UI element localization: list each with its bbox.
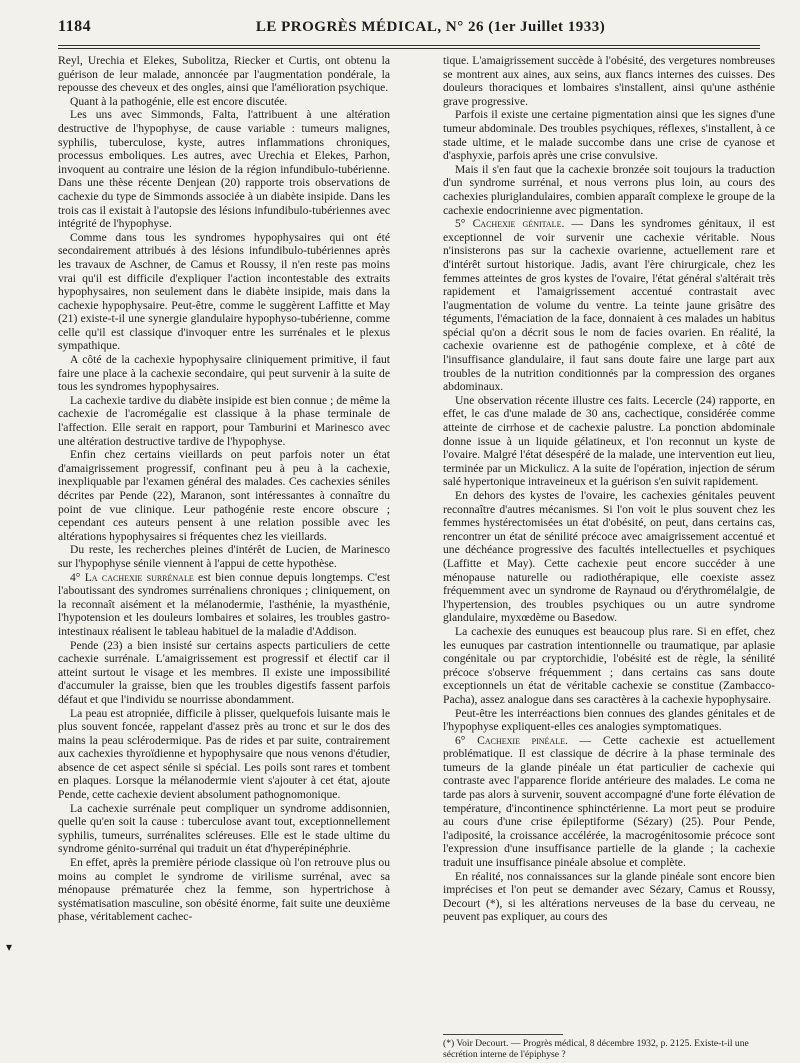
paragraph [443,54,775,108]
paragraph-text: La cachexie surrénale peut compliquer un syndrome addisonnien, quelle qu'en soit la cause : tuberculose avant tout, exceptionnellement syphilis, tumeurs, surrénalites scléreuses. Elle est le stade ultime du syndrome génito-surrénal qui traduit un état d'hyperépinéphrie. [58,801,390,856]
right-column [443,54,775,924]
footnote-rule [443,1034,563,1035]
section-heading: 4° La cachexie surrénale [70,570,194,584]
journal-title: LE PROGRÈS MÉDICAL, N° 26 (1er Juillet 1933) [255,19,606,35]
header-rule [58,45,760,46]
paragraph-text: Quant à la pathogénie, elle est encore discutée. [70,94,288,108]
paragraph [443,707,775,734]
paragraph [443,870,775,924]
paragraph-text: Enfin chez certains vieillards on peut parfois noter un état d'amaigrissement progressif, confinant peu à peu à la cachexie, inexpliquable par l'examen général des malades. Ces cachexies séniles décrites par Pende (22), Maranon, sont intéressantes à connaître du point de vue clinique. Leur pathogénie reste encore obscure ; cependant ces auteurs pensent à une relation possible avec les altérations hypophysaires si fréquentes chez les vieillards. [58,448,390,543]
paragraph [58,639,390,707]
paragraph-text: A côté de la cachexie hypophysaire cliniquement primitive, il faut faire une place à la cachexie secondaire, qui peut survenir à la suite de tous les syndromes hypophysaires. [58,353,390,394]
paragraph [443,163,775,217]
paragraph [58,448,390,543]
paragraph [58,394,390,448]
paragraph-text: Comme dans tous les syndromes hypophysaires qui ont été secondairement attribués à des lésions infundibulo-tubériennes après les travaux de Aschner, de Camus et Roussy, il n'en reste pas moins vrai qu'il est difficile d'expliquer l'action incontestable des extraits hypophysaires, non seulement dans le diabète insipide, mais dans la cachexie hypophysaire. Peut-être, comme le suggèrent Laffitte et May (21) existe-t-il une synergie glandulaire hypophyso-tubérienne, comme celle qu'il est classique d'invoquer entre les surrénales et le plexus sympathique. [58,230,390,353]
paragraph-text: En réalité, nos connaissances sur la glande pinéale sont encore bien imprécises et l'on peut se demander avec Sézary, Camus et Roussy, Decourt (*), si les altérations nerveuses de la base du cerveau, ne peuvent pas expliquer, au cours des [443,869,775,924]
paragraph [443,108,775,162]
paragraph-text: Reyl, Urechia et Elekes, Subolitza, Riecker et Curtis, ont obtenu la guérison de leur malade, annoncée par l'augmentation pondérale, la repousse des cheveux et des ongles, ainsi que l'amélioration psychique. [58,54,390,95]
paragraph-text: Les uns avec Simmonds, Falta, l'attribuent à une altération destructive de l'hypophyse, de cause variable : tumeurs malignes, syphilis, tuberculose, kyste, autres inflammations chroniques, processus emboliques. Les autres, avec Urechia et Elekes, Parhon, invoquent au contraire une lésion de la région infundibulo-tubérienne. Dans une thèse récente Denjean (20) rapporte trois observations de cachexie du type de Simmonds associée à un diabète insipide. Dans les trois cas il existait à l'autopsie des lésions infundibulo-tubériennes avec intégrité de l'hypophyse. [58,108,390,231]
left-column [58,54,390,1059]
header-rule-thin [58,48,760,49]
paragraph [443,625,775,707]
paragraph [58,571,390,639]
paragraph-text: Du reste, les recherches pleines d'intérêt de Lucien, de Marinesco sur l'hypophyse sénile viennent à l'appui de cette hypothèse. [58,543,390,570]
paragraph [443,394,775,489]
paragraph [58,543,390,570]
paragraph-text: est bien connue depuis longtemps. C'est l'aboutissant des syndromes surrénaliens chroniques ; cliniquement, on la reconnaît aisément et la mélanodermie, l'asthénie, la myasthénie, l'hypotension et les douleurs lombaires et solaires, les troubles gastro-intestinaux réalisent le tableau habituel de la maladie d'Addison. [58,570,390,638]
paragraph [443,217,775,394]
page-header [58,18,760,42]
paragraph [443,489,775,625]
paragraph-text: La peau est atropniée, difficile à plisser, quelquefois luisante mais le plus souvent foncée, rappelant d'assez près au tronc et sur le dos des mains la peau sclérodermique. Pas de rides et par suite, contrairement aux cachexies thyroïdienne et hypophysaire que nous venons d'étudier, absence de cet aspect sénile si spécial. Les poils sont rares et tombent en plaques. Lorsque la mélanodermie vient s'ajouter à cet état, ajoute Pende, cette cachexie devient absolument pathognomonique. [58,706,390,802]
footnote: (*) Voir Decourt. — Progrès médical, 8 décembre 1932, p. 2125. Existe-t-il une sécrétion interne de l'épiphyse ? [443,1038,749,1060]
paragraph [58,95,390,109]
paragraph-text: Une observation récente illustre ces faits. Lecercle (24) rapporte, en effet, le cas d'une malade de 30 ans, cachectique, considérée comme atteinte de cirrhose et de cachexie palustre. La ponction abdominale donne issue à un liquide gélatineux, et l'on reconnut un kyste de l'ovaire. Malgré l'état désespéré de la malade, une intervention eut lieu, terminée par un Mickulicz. A la suite de l'opération, injection de sérum salé hypertonique intraveineux et la guérison s'en suivit rapidement. [443,393,775,489]
paragraph [58,108,390,230]
paragraph-text: En effet, après la première période classique où l'on retrouve plus ou moins au complet le syndrome de virilisme surrénal, avec sa ménopause prématurée chez la femme, son hypertrichose à systématisation masculine, son obésité énorme, fait suite une deuxième phase, véritablement cachec- [58,856,390,924]
margin-mark: ▾ [6,940,13,954]
section-heading: 6° Cachexie pinéale. [455,733,568,747]
paragraph-text: Mais il s'en faut que la cachexie bronzée soit toujours la traduction d'un syndrome surrénal, et nous verrons plus loin, au cours des cachexies pluriglandulaires, combien apparaît complexe le groupe de la cachexie endocrinienne avec pigmentation. [443,162,775,217]
paragraph [58,353,390,394]
paragraph-text: — Dans les syndromes génitaux, il est exceptionnel de voir survenir une cachexie véritable. Nous n'insisterons pas sur la cachexie ovarienne, actuellement rare et d'intérêt surtout historique. Jadis, avant l'ère chirurgicale, chez les femmes atteintes de gros kystes de l'ovaire, l'état général s'altérait très rapidement et l'amaigrissement accentué contrastait avec l'augmentation de volume du ventre. La teinte jaune grisâtre des téguments, l'émaciation de la face, donnaient à ces malades un habitus spécial qu'on a décrit sous le nom de facies ovarien. En réalité, la cachexie ovarienne est de pathogénie complexe, et à côté de l'insuffisance glandulaire, il faut sans doute faire une large part aux troubles de la nutrition conditionnés par la compression des organes abdominaux. [443,217,776,394]
paragraph [58,802,390,856]
paragraph-text: En dehors des kystes de l'ovaire, les cachexies génitales peuvent reconnaître d'autres mécanismes. Si l'on voit le plus souvent chez les femmes hystérectomisées un état d'obésité, on peut, dans certains cas, rencontrer un état de sénilité précoce avec amaigrissement accentué et une déchéance progressive des facultés intellectuelles et psychiques (Laffitte et May). Cette cachexie peut encore succéder à une ménopause naturelle ou radiothérapique, elle coexiste assez fréquemment avec un syndrome de Raynaud ou d'érythromélalgie, de l'hypertension, des troubles psychiques ou un autre syndrome glandulaire, myxœdème ou Basedow. [443,489,775,625]
paragraph-text: La cachexie des eunuques est beaucoup plus rare. Si en effet, chez les eunuques par castration intentionnelle ou traumatique, par aplasie congénitale ou par cryptorchidie, l'obésité est de règle, la sénilité précoce s'observe fréquemment ; dans certains cas sans doute exceptionnels un état de véritable cachexie se constitue (Zambacco-Pacha), assez analogue dans ses caractères à la cachexie hypophysaire. [443,624,775,706]
paragraph-text: — Cette cachexie est actuellement problématique. Il est classique de décrire à la phase terminale des tumeurs de la glande pinéale un état particulier de cachexie qui contraste avec l'apparence floride antérieure des malades. Le coma ne tarde pas alors à survenir, souvent accompagné d'une forte élévation de température, d'incontinence sphinctérienne. La mort peut se produire au cours d'une crise épileptiforme (Sézary) (25). Pour Pende, l'adiposité, la croissance accélérée, la macrogénitosomie précoce sont l'expression d'une insuffisance partielle de la glande ; la cachexie traduit une insuffisance pinéale absolue et complète. [443,733,776,870]
paragraph [58,231,390,353]
paragraph [58,707,390,802]
paragraph-text: La cachexie tardive du diabète insipide est bien connue ; de même la cachexie de l'acromégalie est classique à la phase terminale de l'affection. Elle serait en rapport, pour Tamburini et Marinesco avec une altération destructive tardive de l'hypophyse. [58,393,390,448]
paragraph-text: Pende (23) a bien insisté sur certains aspects particuliers de cette cachexie surrénale. L'amaigrissement est progressif et électif car il atteint surtout le visage et les membres. Il existe une impossibilité d'accumuler la graisse, bien que les troubles digestifs fassent parfois défaut et que l'individu se nourrisse abondamment. [58,638,390,706]
paragraph [443,734,775,870]
paragraph-text: Peut-être les interréactions bien connues des glandes génitales et de l'hypophyse expliquent-elles ces analogies symptomatiques. [443,706,775,734]
paragraph-text: tique. L'amaigrissement succède à l'obésité, des vergetures nombreuses se montrent aux aines, aux seins, aux flancs internes des cuisses. Des douleurs thoraciques et lombaires s'installent, ainsi qu'une asthénie grave progressive. [443,54,775,108]
paragraph [58,54,390,95]
page-number: 1184 [58,18,92,35]
paragraph [58,856,390,924]
paragraph-text: Parfois il existe une certaine pigmentation ainsi que les signes d'une tumeur abdominale. Des troubles psychiques, réflexes, s'installent, à ce stade ultime, et le malade succombe dans une crise de cyanose et d'asphyxie, parfois après une crise convulsive. [443,108,775,163]
section-heading: 5° Cachexie génitale. [455,217,565,231]
